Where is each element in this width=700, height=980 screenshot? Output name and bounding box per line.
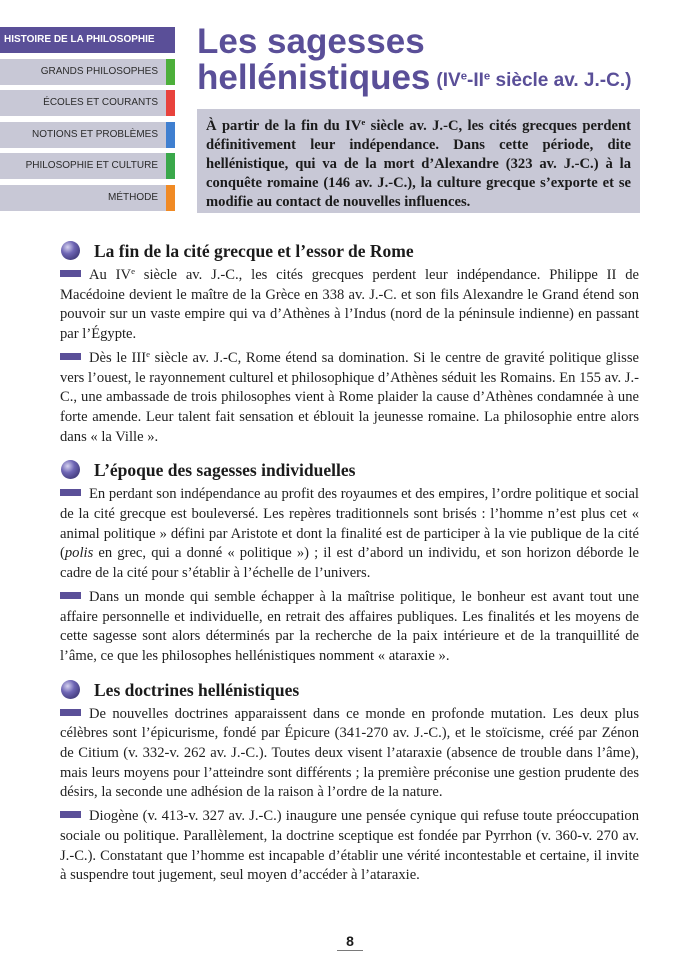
nav-item-label: HISTOIRE DE LA PHILOSOPHIE xyxy=(4,34,155,45)
nav-item-label: PHILOSOPHIE ET CULTURE xyxy=(25,160,158,172)
paragraph-marker-icon xyxy=(60,811,81,818)
article-body xyxy=(60,239,639,897)
chapter-navigation xyxy=(0,27,175,217)
era-text: -II xyxy=(467,70,484,91)
paragraph-italic: polis xyxy=(64,545,94,562)
section-heading xyxy=(60,678,639,702)
sphere-bullet-icon xyxy=(61,241,80,260)
paragraph-text: Diogène (v. 413-v. 327 av. J.-C.) inaugure une pensée cynique qui refuse toute préoccupation sociale ou politique. Parallèlement, la doctrine sceptique est fondée par Pyrrhon (v. 360-v. 270 av. J.-C.). Constatant que l’homme est incapable d’établir une vérité incontestable et certaine, il invite à suspendre tout jugement, seul moyen d’accéder à l’ataraxie. xyxy=(60,808,639,884)
era-text: (IV xyxy=(436,70,461,91)
color-tab xyxy=(166,59,175,85)
paragraph-sup: e xyxy=(146,349,151,359)
paragraph-marker-icon xyxy=(60,592,81,599)
color-tab xyxy=(166,90,175,116)
paragraph-text: De nouvelles doctrines apparaissent dans ce monde en profonde mutation. Les deux plus célèbres sont l’épicurisme, fondé par Épicure (341-270 av. J.-C.), et le stoïcisme, créé par Zénon de Citium (v. 332-v. 262 av. J.-C.). Toutes deux visent l’ataraxie (absence de trouble dans l’âme), mais leurs moyens pour l’atteindre sont différents ; la première préconise une gestion prudente des désirs, la seconde une adhésion de la raison à l’ordre de la nature. xyxy=(60,705,639,801)
section-heading xyxy=(60,239,639,263)
paragraph xyxy=(60,588,639,667)
sphere-bullet-icon xyxy=(61,460,80,479)
paragraph-sup: e xyxy=(131,266,135,277)
nav-item-grands-philosophes[interactable] xyxy=(0,59,175,85)
paragraph xyxy=(60,705,639,804)
intro-sup: e xyxy=(361,117,366,128)
nav-item-ecoles-courants[interactable] xyxy=(0,90,175,116)
paragraph-text: Dans un monde qui semble échapper à la maîtrise politique, le bonheur est avant tout une affaire personnelle et individuelle, en retrait des affaires publiques. Les finalités et les moyens de cette sagesse sont alors déterminés par la recherche de la paix intérieure et de la tranquillité de l’âme, ce que les philosophes hellénistiques nomment « ataraxie ». xyxy=(60,588,639,664)
nav-item-label: ÉCOLES ET COURANTS xyxy=(43,97,158,109)
paragraph xyxy=(60,485,639,584)
paragraph xyxy=(60,266,639,345)
title-era xyxy=(436,70,631,91)
section-fin-cite-grecque xyxy=(60,239,639,447)
title-line-1: Les sagesses xyxy=(197,22,425,61)
section-heading-text: Les doctrines hellénistiques xyxy=(94,679,300,700)
paragraph-text: En perdant son indépendance au profit des royaumes et des empires, l’ordre politique et social de la cité grecque est bouleversé. Les repères traditionnels sont brisés : l’homme n’est plus cet « animal politique » défini par Aristote et dont la finalité est de participer à la vie publique de la cité ( xyxy=(60,486,639,562)
title-line-2: hellénistiques xyxy=(197,58,431,97)
page-number: 8 xyxy=(337,933,363,951)
section-heading xyxy=(60,458,639,482)
paragraph-text: siècle av. J.-C., les cités grecques perdent leur indépendance. Philippe II de Macédoine devient le maître de la Grèce en 338 av. J.-C. et son fils Alexandre le Grand étend son pouvoir sur un vaste empire qui va d’Athènes à l’Indus (nord de la péninsule indienne) en passant par l’Égypte. xyxy=(60,267,639,343)
era-sup: e xyxy=(460,70,468,83)
paragraph-marker-icon xyxy=(60,489,81,496)
intro-text: siècle av. J.-C, les cités grecques perdent définitivement leur indépendance. Dans cette période, dite hellénistique, qui va de la mort d’Alexandre (323 av. J.-C.) à la conquête romaine (146 av. J.-C.), la culture grecque s’exporte et se modifie au contact de nouvelles influences. xyxy=(206,118,631,210)
section-doctrines-hellenistiques xyxy=(60,678,639,886)
sphere-bullet-icon xyxy=(61,680,80,699)
nav-item-label: GRANDS PHILOSOPHES xyxy=(40,65,158,77)
intro-text: À partir de la fin du IV xyxy=(206,118,362,134)
paragraph-marker-icon xyxy=(60,270,81,277)
paragraph xyxy=(60,349,639,448)
color-tab xyxy=(166,185,175,211)
paragraph-text: siècle av. J.-C, Rome étend sa domination. Si le centre de gravité politique glisse vers l’ouest, le rayonnement culturel et philosophique d’Athènes séduit les Romains. En 155 av. J.-C., une ambassade de trois philosophes vient à Rome plaider la cause d’Athènes condamnée à une forte amende. Leur talent fait sensation et éblouit la jeunesse romaine. La philosophie entre alors dans « la Ville ». xyxy=(60,349,639,445)
section-sagesses-individuelles xyxy=(60,458,639,666)
nav-item-philosophie-culture[interactable] xyxy=(0,153,175,179)
paragraph-text: en grec, qui a donné « politique ») ; il est d’abord un individu, et son horizon déborde le cadre de la cité pour s’établir à l’échelle de l’univers. xyxy=(60,545,639,582)
paragraph-text: Au IV xyxy=(89,267,132,283)
paragraph-text: Dès le III xyxy=(89,349,147,366)
intro-box xyxy=(197,109,640,213)
section-heading-text: L’époque des sagesses individuelles xyxy=(94,460,356,481)
era-sup: e xyxy=(483,70,491,83)
color-tab xyxy=(166,122,175,148)
era-text: siècle av. J.-C.) xyxy=(490,70,632,91)
paragraph-marker-icon xyxy=(60,709,81,716)
section-heading-text: La fin de la cité grecque et l’essor de Rome xyxy=(94,241,414,261)
page-title xyxy=(197,24,631,99)
nav-item-notions-problemes[interactable] xyxy=(0,122,175,148)
nav-item-histoire-philosophie[interactable] xyxy=(0,27,175,53)
paragraph-marker-icon xyxy=(60,353,81,360)
paragraph xyxy=(60,807,639,886)
color-tab xyxy=(166,153,175,179)
nav-item-label: MÉTHODE xyxy=(108,191,158,203)
nav-item-methode[interactable] xyxy=(0,185,175,211)
nav-item-label: NOTIONS ET PROBLÈMES xyxy=(32,128,158,140)
